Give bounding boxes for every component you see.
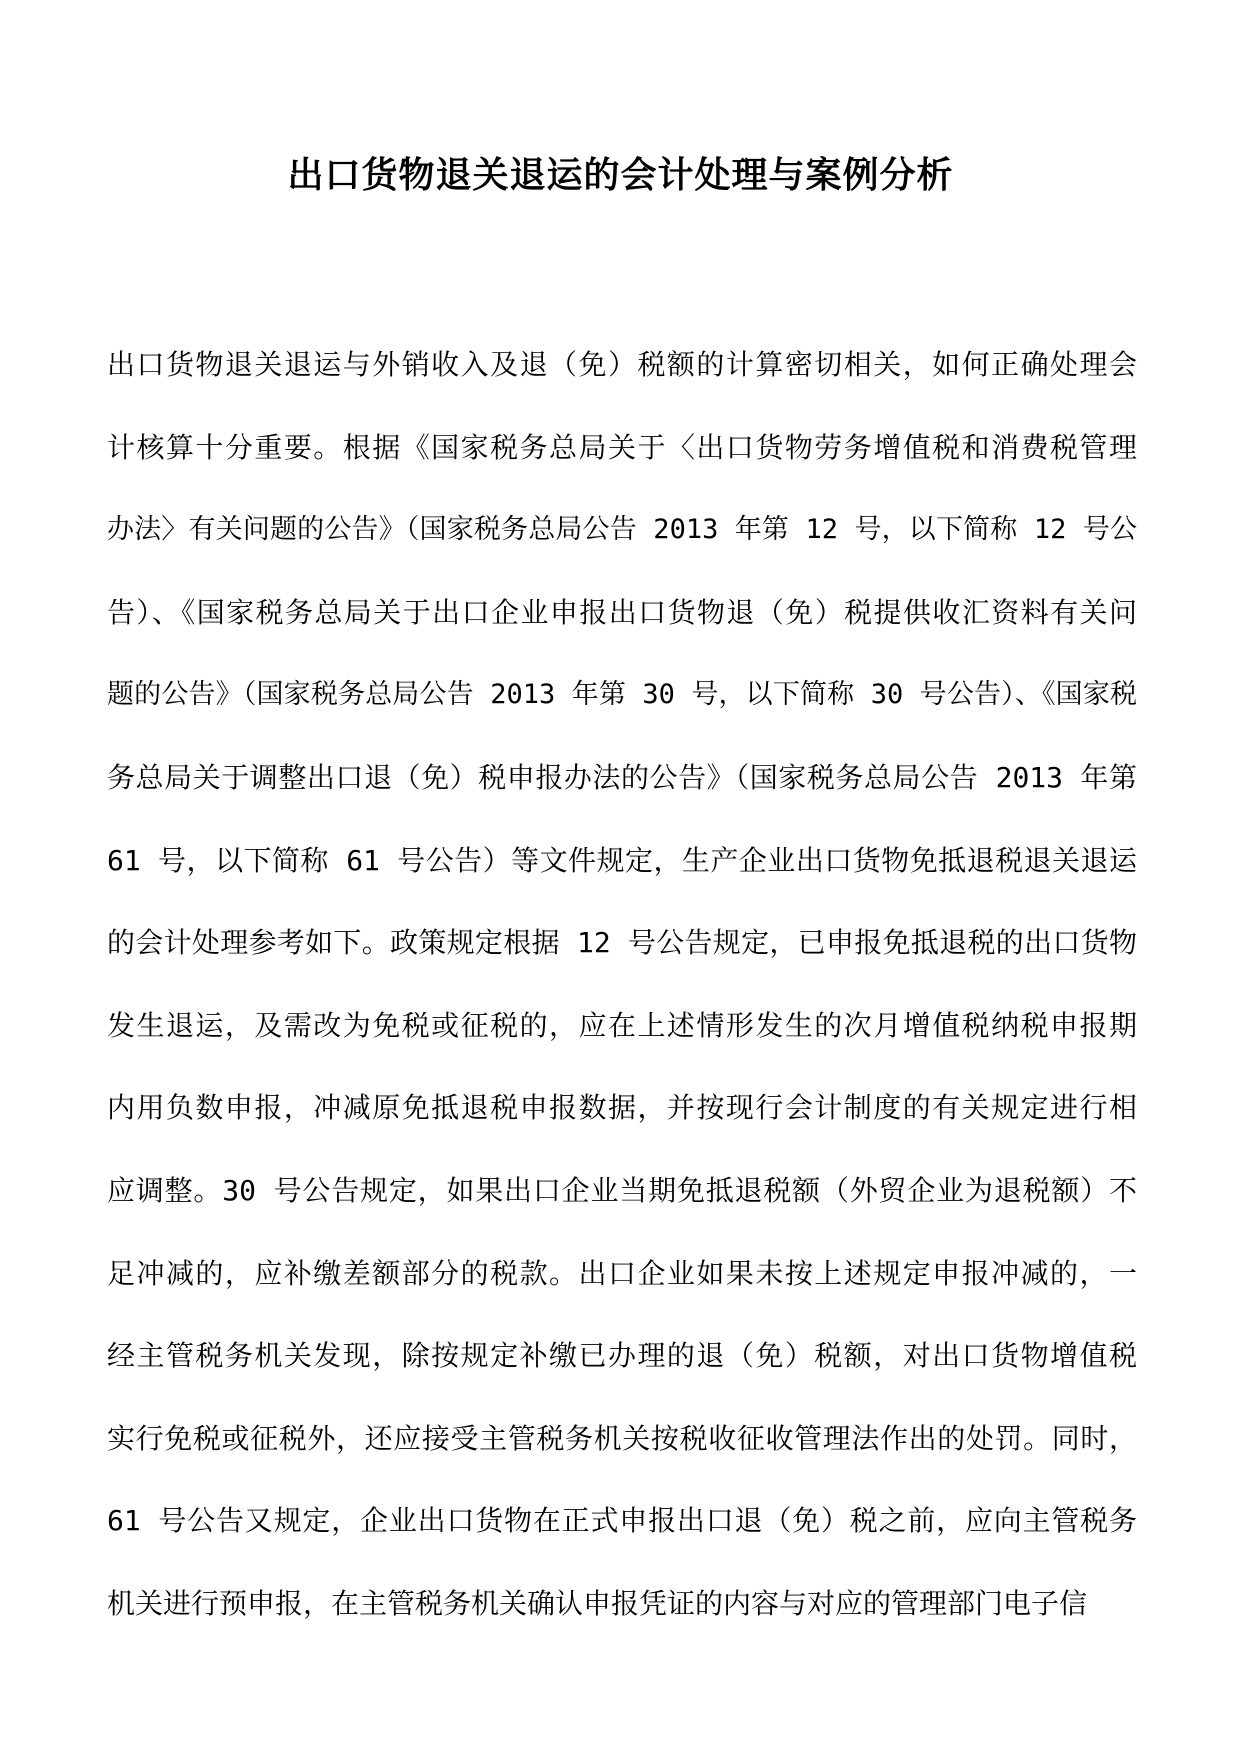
body-line-10: 内用负数申报，冲减原免抵退税申报数据，并按现行会计制度的有关规定进行相 bbox=[107, 1091, 1137, 1125]
document-title: 出口货物退关退运的会计处理与案例分析 bbox=[287, 154, 954, 196]
body-line-4: 告）、《国家税务总局关于出口企业申报出口货物退（免）税提供收汇资料有关问 bbox=[107, 595, 1137, 629]
body-line-6: 务总局关于调整出口退（免）税申报办法的公告》（国家税务总局公告 2013 年第 bbox=[107, 760, 1137, 794]
body-line-14: 实行免税或征税外，还应接受主管税务机关按税收征收管理法作出的处罚。同时， bbox=[107, 1421, 1137, 1455]
body-line-3: 办法〉有关问题的公告》（国家税务总局公告 2013 年第 12 号，以下简称 12 号公 bbox=[107, 514, 1137, 546]
body-line-15: 61 号公告又规定，企业出口货物在正式申报出口退（免）税之前，应向主管税务 bbox=[107, 1504, 1137, 1538]
body-line-8: 的会计处理参考如下。政策规定根据 12 号公告规定，已申报免抵退税的出口货物 bbox=[107, 926, 1137, 960]
body-line-9: 发生退运，及需改为免税或征税的，应在上述情形发生的次月增值税纳税申报期 bbox=[107, 1008, 1137, 1042]
body-line-12: 足冲减的，应补缴差额部分的税款。出口企业如果未按上述规定申报冲减的，一 bbox=[107, 1256, 1137, 1290]
body-line-7: 61 号，以下简称 61 号公告）等文件规定，生产企业出口货物免抵退税退关退运 bbox=[107, 843, 1137, 877]
body-line-1: 出口货物退关退运与外销收入及退（免）税额的计算密切相关，如何正确处理会 bbox=[107, 348, 1137, 381]
body-line-5: 题的公告》（国家税务总局公告 2013 年第 30 号，以下简称 30 号公告）、《国家税 bbox=[107, 679, 1137, 711]
body-line-13: 经主管税务机关发现，除按规定补缴已办理的退（免）税额，对出口货物增值税 bbox=[107, 1339, 1137, 1373]
body-line-2: 计核算十分重要。根据《国家税务总局关于〈出口货物劳务增值税和消费税管理 bbox=[107, 430, 1137, 464]
body-line-11: 应调整。30 号公告规定，如果出口企业当期免抵退税额（外贸企业为退税额）不 bbox=[107, 1173, 1137, 1207]
body-line-16: 机关进行预申报，在主管税务机关确认申报凭证的内容与对应的管理部门电子信 bbox=[107, 1586, 1088, 1620]
document-body bbox=[107, 345, 1137, 1667]
